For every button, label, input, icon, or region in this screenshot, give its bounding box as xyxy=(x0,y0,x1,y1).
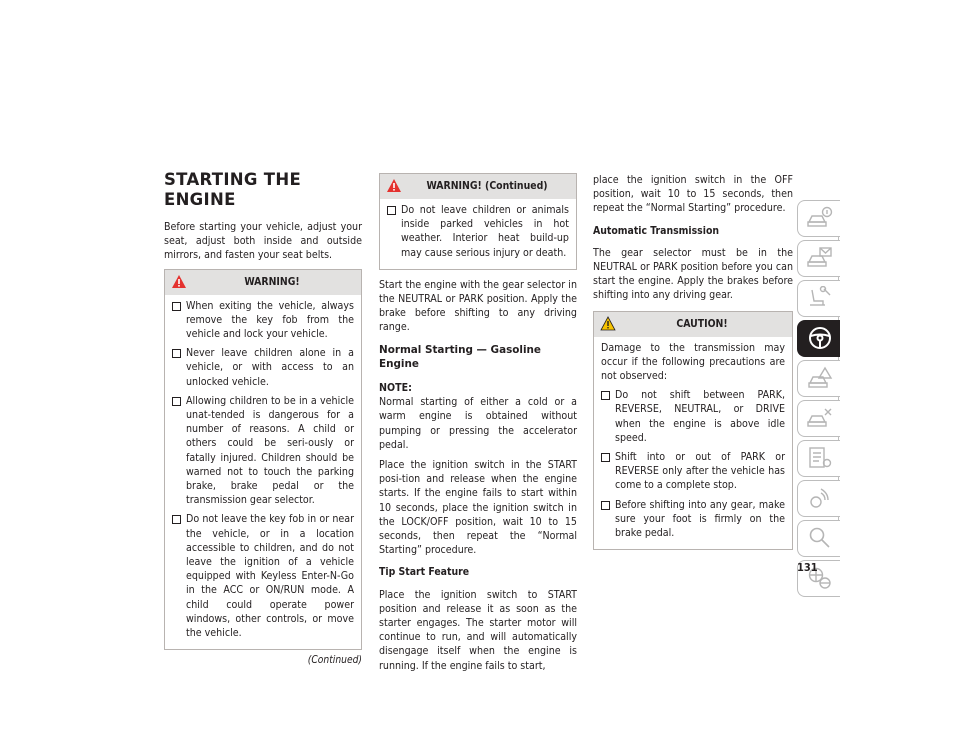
caution-title: CAUTION! xyxy=(676,317,728,330)
warning-continued-box xyxy=(379,173,577,270)
caution-intro: Damage to the transmission may occur if the following precautions are not observed: xyxy=(601,341,785,383)
bullet-square-icon xyxy=(172,515,181,524)
bullet-square-icon xyxy=(387,206,396,215)
tab-search[interactable] xyxy=(797,520,840,557)
mail-vehicle-icon xyxy=(807,246,833,270)
note-label: NOTE: xyxy=(379,382,412,395)
page-number: 131 xyxy=(797,561,818,574)
tab-car-service[interactable] xyxy=(797,400,840,437)
list-item: Do not leave the key fob in or near the vehicle, or in a location accessible to children, and do not leave the ignition of a vehicle equipped with Keyless Enter-N-Go in the ACC or ON/RUN mode. A child could operate power windows, other controls, or move the vehicle. xyxy=(172,512,354,640)
continued-label: (Continued) xyxy=(307,655,362,667)
hazard-car-icon xyxy=(807,366,833,390)
tip-start-paragraph: Place the ignition switch to START position and release it as soon as the starter engages. The starter motor will continue to run, and will automatically disengage itself when the engine is running. If the engine fails to start, xyxy=(379,588,577,672)
tab-steering-wheel[interactable] xyxy=(797,320,840,357)
tab-seat-wrench[interactable] xyxy=(797,280,840,317)
list-item: Do not shift between PARK, REVERSE, NEUTRAL, or DRIVE when the engine is above idle speed. xyxy=(601,388,785,445)
warning-box xyxy=(164,269,362,651)
note-paragraph: NOTE: Normal starting of either a cold or a warm engine is obtained without pumping or pressing the accelerator pedal. xyxy=(379,382,577,451)
bullet-square-icon xyxy=(601,391,610,400)
list-item: Do not leave children or animals inside parked vehicles in hot weather. Interior heat build-up may cause serious injury or death. xyxy=(387,203,569,260)
automatic-transmission-paragraph: The gear selector must be in the NEUTRAL or PARK position before you can start the engine. Apply the brakes before shifting into any driving gear. xyxy=(593,246,793,302)
list-item: When exiting the vehicle, always remove the key fob from the vehicle and lock your vehicle. xyxy=(172,299,354,342)
normal-starting-heading: Normal Starting — Gasoline Engine xyxy=(379,343,541,370)
warning-header xyxy=(165,270,361,295)
normal-starting-paragraph: Place the ignition switch in the START posi-tion and release when the engine starts. If the engine fails to start within 10 seconds, place the ignition switch in the LOCK/OFF position, wait 10 to 15 seconds, then repeat the “Normal Starting” procedure. xyxy=(379,459,577,557)
car-service-icon xyxy=(807,406,833,430)
list-item: Never leave children alone in a vehicle, or with access to an unlocked vehicle. xyxy=(172,346,354,389)
warning-title: WARNING! xyxy=(244,275,300,288)
tab-specs-list[interactable] xyxy=(797,440,840,477)
media-icon xyxy=(807,486,833,510)
gear-selector-paragraph: Start the engine with the gear selector in the NEUTRAL or PARK position. Apply the brake before shifting to any driving range. xyxy=(379,278,577,334)
tab-hazard-car[interactable] xyxy=(797,360,840,397)
seat-wrench-icon xyxy=(807,286,833,310)
tab-mail-vehicle[interactable] xyxy=(797,240,840,277)
bullet-square-icon xyxy=(172,302,181,311)
caution-box xyxy=(593,311,793,551)
steering-wheel-icon xyxy=(807,326,833,350)
tip-start-heading: Tip Start Feature xyxy=(379,566,470,579)
warning-continued-title: WARNING! (Continued) xyxy=(426,180,548,192)
tab-media[interactable] xyxy=(797,480,840,517)
intro-paragraph: Before starting your vehicle, adjust your seat, adjust both inside and outside mirrors, and fasten your seat belts. xyxy=(164,221,362,262)
tab-car-info[interactable] xyxy=(797,200,840,237)
specs-list-icon xyxy=(807,446,833,470)
list-item: Allowing children to be in a vehicle unat-tended is dangerous for a number of reasons. A child or others could be seri-ously or fatally injured. Children should be warned not to touch the parking brake, brake pedal or the transmission gear selector. xyxy=(172,394,354,508)
column-2 xyxy=(379,173,577,679)
list-item: Before shifting into any gear, make sure your foot is firmly on the brake pedal. xyxy=(601,498,785,541)
bullet-square-icon xyxy=(172,397,181,406)
bullet-square-icon xyxy=(601,501,610,510)
automatic-transmission-heading: Automatic Transmission xyxy=(593,224,720,237)
bullet-square-icon xyxy=(172,349,181,358)
column-1 xyxy=(164,170,362,668)
chapter-tabs xyxy=(797,200,841,600)
search-icon xyxy=(807,526,833,550)
continued-paragraph: place the ignition switch in the OFF position, wait 10 to 15 seconds, then repeat the “Normal Starting” procedure. xyxy=(593,174,793,215)
caution-header xyxy=(594,312,792,337)
bullet-square-icon xyxy=(601,453,610,462)
page-title: STARTING THE ENGINE xyxy=(164,170,302,209)
car-info-icon xyxy=(807,206,833,230)
list-item: Shift into or out of PARK or REVERSE only after the vehicle has come to a complete stop. xyxy=(601,450,785,493)
warning-continued-header xyxy=(380,174,576,199)
column-3 xyxy=(593,173,793,554)
